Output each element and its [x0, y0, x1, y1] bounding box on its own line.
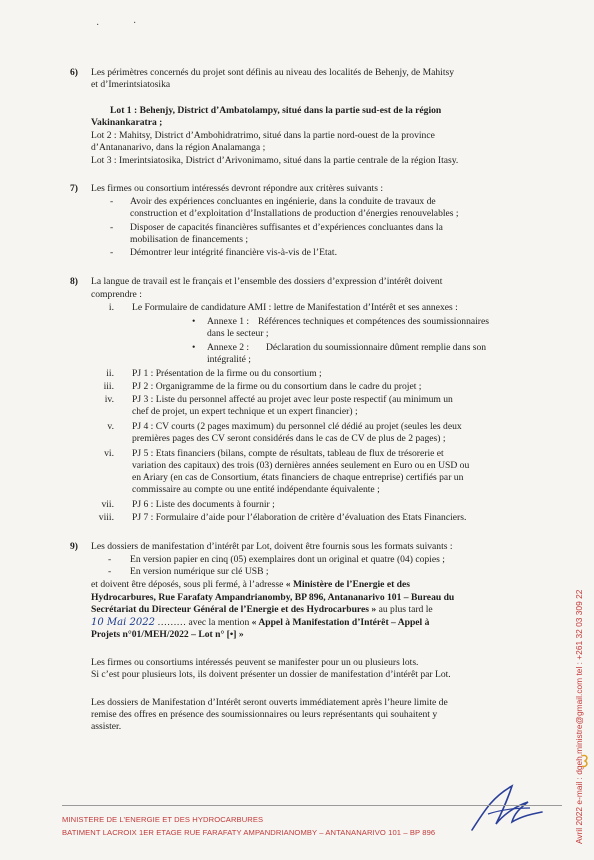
item-vi-line1: PJ 5 : Etats financiers (bilans, compte de résultats, tableau de flux de trésorerie et — [132, 448, 444, 459]
mention-bold-2: Projets n°01/MEH/2022 – Lot n° [•] » — [91, 629, 244, 640]
item-iv-number: iv. — [104, 394, 114, 405]
lot1-line2: Vakinankaratra ; — [91, 117, 163, 128]
section-9-number: 9) — [70, 541, 78, 552]
footer-address: BATIMENT LACROIX 1ER ETAGE RUE FARAFATY AMPANDRIANOMBY – ANTANANARIVO 101 – BP 896 — [62, 828, 436, 837]
format-2: En version numérique sur clé USB ; — [130, 566, 269, 577]
item-vii-number: vii. — [101, 499, 114, 510]
section-6-number: 6) — [70, 67, 78, 78]
format-1: En version papier en cinq (05) exemplaires dont un original et quatre (04) copies ; — [130, 554, 445, 565]
address-bold-3: Secrétariat du Directeur Général de l’Energie et des Hydrocarbures » — [91, 604, 377, 615]
item-i-number: i. — [108, 302, 114, 313]
deposit-text: et doivent être déposés, sous pli fermé, à l’adresse — [91, 579, 284, 590]
mention-bold-1: « Appel à Manifestation d’Intérêt – Appel à — [251, 617, 430, 628]
annex-2-text: Déclaration du soumissionnaire dûment remplie dans son — [266, 342, 487, 353]
section-6-line1: Les périmètres concernés du projet sont définis au niveau des localités de Behenjy, de Mahitsy — [91, 67, 455, 78]
deposit-line3 — [91, 604, 433, 617]
lots-line2: Si c’est pour plusieurs lots, ils doivent présenter un dossier de manifestation d’intérêt par Lot. — [91, 669, 451, 680]
dash-bullet: - — [108, 566, 112, 577]
annex-1-cont: dans le secteur ; — [207, 328, 269, 339]
section-7-intro: Les firmes ou consortium intéressés devront répondre aux critères suivants : — [91, 183, 383, 194]
scan-speck: · — [96, 20, 100, 31]
item-iii-number: iii. — [103, 381, 114, 392]
opening-line1: Les dossiers de Manifestation d’Intérêt seront ouverts immédiatement après l’heure limite de — [91, 697, 448, 708]
section-8-intro2: comprendre : — [91, 289, 142, 300]
item-ii-text: PJ 1 : Présentation de la firme ou du consortium ; — [132, 368, 322, 379]
item-vii-text: PJ 6 : Liste des documents à fournir ; — [132, 499, 275, 510]
item-vi-line4: commissaire au compte ou une entité indépendante équivalente ; — [132, 484, 380, 495]
item-vi-line2: variation des capitaux) des trois (03) dernières années seulement en Euro ou en USD ou — [132, 460, 470, 471]
criteria-2-line1: Disposer de capacités financières suffisantes et d’expériences concluantes dans la — [130, 222, 443, 233]
section-7-number: 7) — [70, 183, 78, 194]
dash-bullet: - — [110, 247, 114, 258]
item-v-number: v. — [107, 421, 114, 432]
mention-text: ……… avec la mention — [157, 617, 250, 628]
item-viii-text: PJ 7 : Formulaire d’aide pour l’élaboration de critère d’évaluation des Etats Financiers. — [132, 512, 467, 523]
criteria-2-line2: mobilisation de financements ; — [130, 234, 249, 245]
lot3-line: Lot 3 : Imerintsiatosika, District d’Arivonimamo, situé dans la partie centrale de la région Itasy. — [91, 155, 459, 166]
address-bold-1: « Ministère de l’Energie et des — [285, 579, 410, 590]
margin-mark — [580, 754, 590, 768]
section-9-intro: Les dossiers de manifestation d’intérêt par Lot, doivent être fournis sous les formats suivants : — [91, 541, 453, 552]
annex-1-text: Références techniques et compétences des soumissionnaires — [258, 316, 489, 327]
scan-speck: · — [133, 18, 137, 29]
deadline-text: au plus tard le — [378, 604, 433, 615]
round-bullet: • — [192, 342, 196, 353]
dash-bullet: - — [108, 554, 112, 565]
item-vi-line3: en Ariary (en cas de Consortium, états financiers de chaque entreprise) certifiés par un — [132, 472, 464, 483]
section-8-number: 8) — [70, 276, 78, 287]
annex-2-cont: intégralité ; — [207, 354, 251, 365]
dash-bullet: - — [110, 196, 114, 207]
round-bullet: • — [192, 316, 196, 327]
section-6-line2: et d’Imerintsiatosika — [91, 79, 171, 90]
opening-line3: assister. — [91, 721, 122, 732]
footer-divider — [62, 805, 562, 806]
item-iv-line1: PJ 3 : Liste du personnel affecté au projet avec leur poste respectif (au minimum un — [132, 394, 453, 405]
footer-ministry: MINISTERE DE L’ENERGIE ET DES HYDROCARBURES — [62, 815, 264, 824]
dash-bullet: - — [110, 222, 114, 233]
criteria-3-line: Démontrer leur intégrité financière vis-à-vis de l’Etat. — [130, 247, 337, 258]
opening-line2: remise des offres en présence des soumissionnaires ou leurs représentants qui souhaitent y — [91, 709, 438, 720]
item-i-text: Le Formulaire de candidature AMI : lettre de Manifestation d’Intérêt et ses annexes : — [132, 302, 458, 313]
item-vi-number: vi. — [104, 448, 114, 459]
side-contact: Avril 2022 e-mail : dgeh.ministre@gmail.com tel : +261 32 03 309 22 — [574, 589, 584, 844]
deposit-line4 — [91, 617, 429, 630]
criteria-1-line1: Avoir des expériences concluantes en ingénierie, dans la conduite de travaux de — [130, 196, 436, 207]
annex-2-label: Annexe 2 : — [207, 342, 250, 353]
section-8-intro1: La langue de travail est le français et l’ensemble des dossiers d’expression d’intérêt doivent — [91, 276, 443, 287]
deposit-line1 — [91, 579, 531, 592]
item-iii-text: PJ 2 : Organigramme de la firme ou du consortium dans le cadre du projet ; — [132, 381, 422, 392]
lot2-line1: Lot 2 : Mahitsy, District d’Ambohidratrimo, situé dans la partie nord-ouest de la province — [91, 130, 435, 141]
item-iv-line2: chef de projet, un expert technique et un expert financier) ; — [132, 406, 358, 417]
criteria-1-line2: construction et d’exploitation d’Installations de production d’énergies renouvelables ; — [130, 208, 459, 219]
handwritten-date: 10 Mai 2022 — [91, 617, 155, 628]
lot2-line2: d’Antananarivo, dans la région Analamanga ; — [91, 142, 266, 153]
annex-1-label: Annexe 1 : — [207, 316, 250, 327]
item-v-line2: premières pages des CV seront considérés dans le cas de CV de plus de 2 pages) ; — [132, 433, 446, 444]
item-viii-number: viii. — [98, 512, 114, 523]
lots-line1: Les firmes ou consortiums intéressés peuvent se manifester pour un ou plusieurs lots. — [91, 657, 419, 668]
lot1-line1: Lot 1 : Behenjy, District d’Ambatolampy, situé dans la partie sud-est de la région — [110, 105, 442, 116]
item-ii-number: ii. — [106, 368, 114, 379]
item-v-line1: PJ 4 : CV courts (2 pages maximum) du personnel clé dédié au projet (seules les deux — [132, 421, 462, 432]
address-bold-2: Hydrocarbures, Rue Farafaty Ampandrianomby, BP 896, Antananarivo 101 – Bureau du — [91, 592, 455, 603]
